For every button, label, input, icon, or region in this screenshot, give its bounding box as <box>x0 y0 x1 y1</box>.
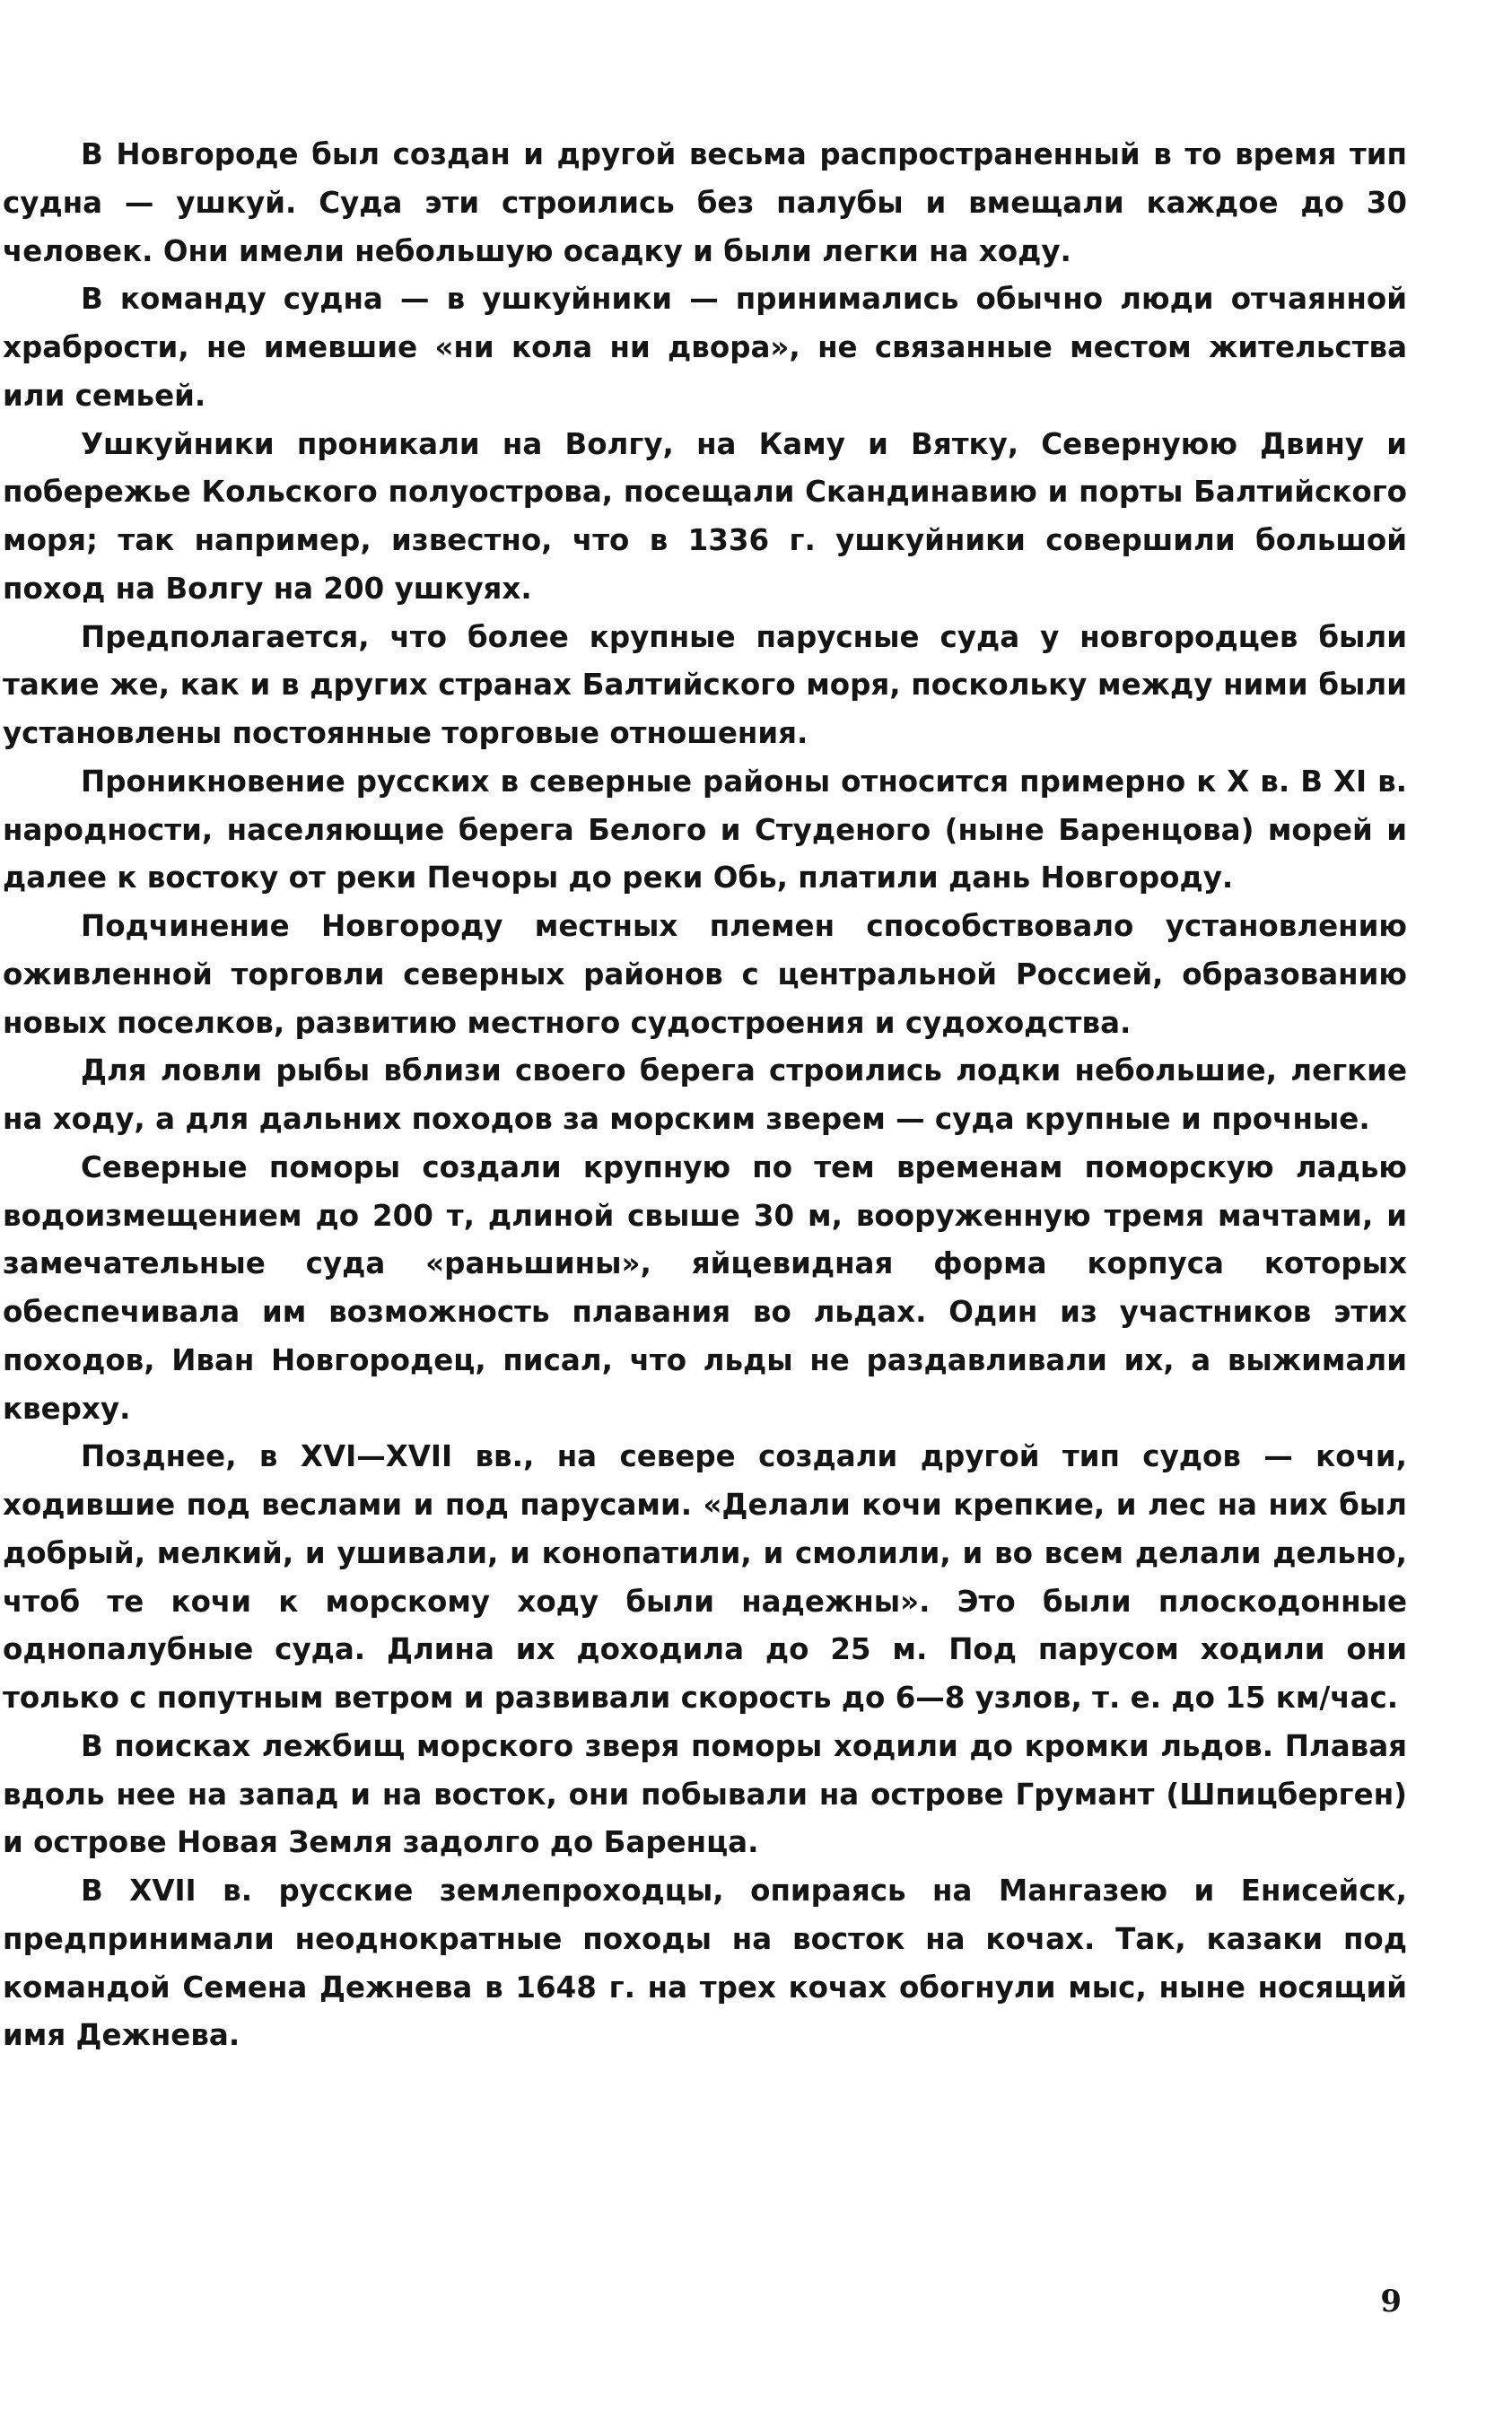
paragraph-10: В поисках лежбищ морского зверя поморы ходили до кромки льдов. Плавая вдоль нее на запад и на восток, они побывали на острове Грумант (Шпицберген) и острове Новая Земля задолго до Баренца. <box>3 1728 1407 1860</box>
body-text <box>3 131 1407 2060</box>
paragraph-3: Ушкуйники проникали на Волгу, на Каму и Вятку, Севернуюю Двину и побережье Кольского полуострова, посещали Скандинавию и порты Балтийского моря; так например, известно, что в 1336 г. ушкуйники совершили большой поход на Волгу на 200 ушкуях. <box>3 426 1407 606</box>
paragraph-5: Проникновение русских в северные районы относится примерно к X в. В XI в. народности, населяющие берега Белого и Студеного (ныне Баренцова) морей и далее к востоку от реки Печоры до реки Обь, платили дань Новгороду. <box>3 764 1407 895</box>
paragraph-11: В XVII в. русские землепроходцы, опираясь на Мангазею и Енисейск, предпринимали неоднократные походы на восток на кочах. Так, казаки под командой Семена Дежнева в 1648 г. на трех кочах обогнули мыс, ныне носящий имя Дежнева. <box>3 1874 1407 2053</box>
paragraph-8: Северные поморы создали крупную по тем временам поморскую ладью водоизмещением до 200 т, длиной свыше 30 м, вооруженную тремя мачтами, и замечательные суда «раньшины», яйцевидная форма корпуса которых обеспечивала им возможность плавания во льдах. Один из участников этих походов, Иван Новгородец, писал, что льды не раздавливали их, а выжимали кверху. <box>3 1149 1407 1426</box>
paragraph-1: В Новгороде был создан и другой весьма распространенный в то время тип судна — ушкуй. Суда эти строились без палубы и вмещали каждое до 30 человек. Они имели небольшую осадку и были легки на ходу. <box>3 137 1407 268</box>
paragraph-9: Позднее, в XVI—XVII вв., на севере создали другой тип судов — кочи, ходившие под веслами и под парусами. «Делали кочи крепкие, и лес на них был добрый, мелкий, и ушивали, и конопатили, и смолили, и во всем делали дельно, чтоб те кочи к морскому ходу были надежны». Это были плоскодонные однопалубные суда. Длина их доходила до 25 м. Под парусом ходили они только с попутным ветром и развивали скорость до 6—8 узлов, т. е. до 15 км/час. <box>3 1439 1407 1715</box>
paragraph-6: Подчинение Новгороду местных племен способствовало установлению оживленной торговли северных районов с центральной Россией, образованию новых поселков, развитию местного судостроения и судоходства. <box>3 909 1407 1040</box>
paragraph-7: Для ловли рыбы вблизи своего берега строились лодки небольшие, легкие на ходу, а для дальних походов за морским зверем — суда крупные и прочные. <box>3 1053 1407 1136</box>
paragraph-4: Предполагается, что более крупные парусные суда у новгородцев были такие же, как и в других странах Балтийского моря, поскольку между ними были установлены постоянные торговые отношения. <box>3 619 1407 750</box>
page-number: 9 <box>1380 2284 1402 2320</box>
paragraph-2: В команду судна — в ушкуйники — принимались обычно люди отчаянной храбрости, не имевшие «ни кола ни двора», не связанные местом жительства или семьей. <box>3 282 1407 413</box>
